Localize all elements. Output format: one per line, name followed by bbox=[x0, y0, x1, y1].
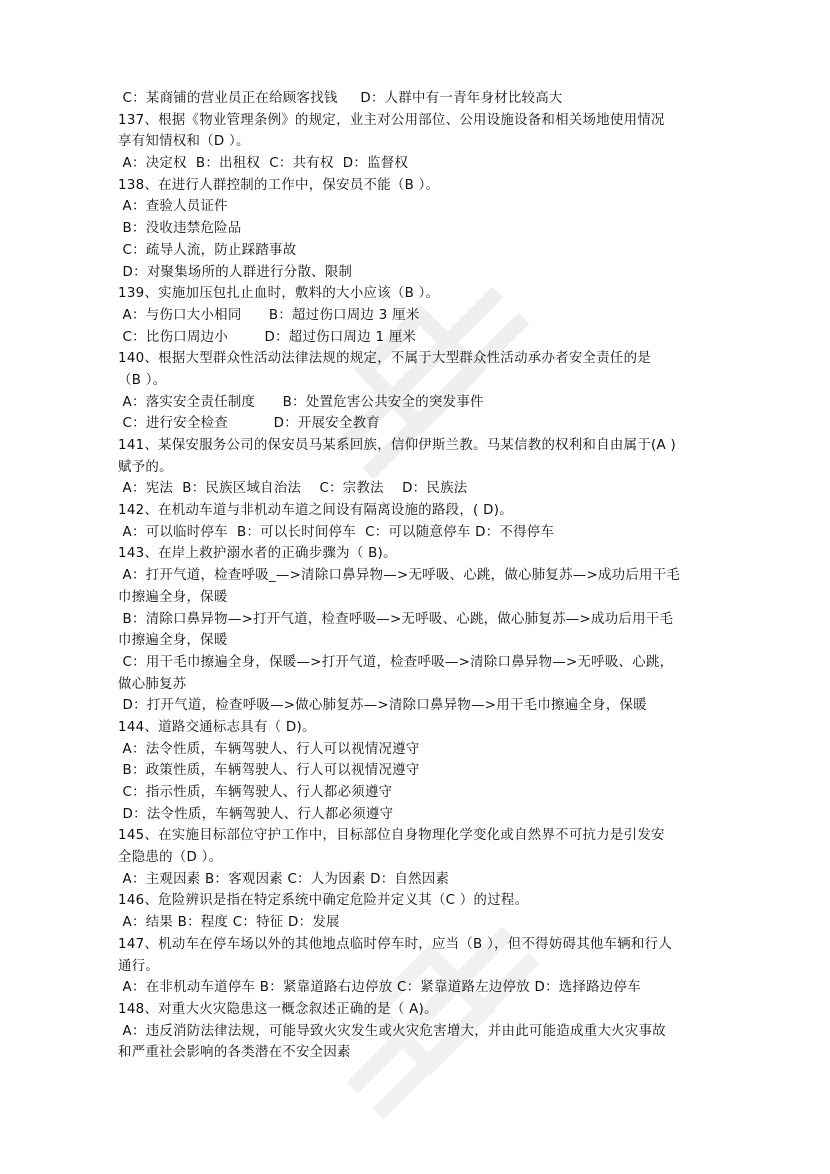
question-text: 赋予的。 bbox=[118, 459, 173, 475]
question-text: 139、实施加压包扎止血时，敷料的大小应该（B ）。 bbox=[118, 286, 440, 302]
answer-option: A：查验人员证件 bbox=[118, 199, 228, 215]
question-text: 142、在机动车道与非机动车道之间设有隔离设施的路段，( D)。 bbox=[118, 503, 513, 519]
question-text: 144、道路交通标志具有（ D)。 bbox=[118, 719, 316, 735]
answer-option: C：疏导人流，防止踩踏事故 bbox=[118, 242, 297, 258]
question-text: 147、机动车在停车场以外的其他地点临时停车时，应当（B ），但不得妨碍其他车辆和行人 bbox=[118, 936, 673, 952]
answer-options: A：主观因素 B：客观因素 C：人为因素 D：自然因素 bbox=[118, 871, 450, 887]
answer-option: B：政策性质，车辆驾驶人、行人可以视情况遵守 bbox=[118, 763, 420, 779]
answer-option: A：违反消防法律法规，可能导致火灾发生或火灾危害增大，并由此可能造成重大火灾事故 bbox=[118, 1023, 666, 1039]
answer-options: A：落实安全责任制度 B：处置危害公共安全的突发事件 bbox=[118, 394, 484, 410]
answer-option: B：没收违禁危险品 bbox=[118, 221, 242, 237]
question-text: 通行。 bbox=[118, 958, 160, 974]
answer-options: A：结果 B：程度 C：特征 D：发展 bbox=[118, 915, 340, 931]
answer-options: A：可以临时停车 B：可以长时间停车 C：可以随意停车 D：不得停车 bbox=[118, 524, 555, 540]
answer-option: 巾擦遍全身，保暖 bbox=[118, 633, 228, 649]
answer-option: C：用干毛巾擦遍全身，保暖—>打开气道，检查呼吸—>清除口鼻异物—>无呼吸、心跳， bbox=[118, 654, 674, 670]
answer-option: B：清除口鼻异物—>打开气道，检查呼吸—>无呼吸、心跳，做心肺复苏—>成功后用干毛 bbox=[118, 611, 674, 627]
answer-option: C：指示性质，车辆驾驶人、行人都必须遵守 bbox=[118, 785, 393, 800]
answer-options: A：与伤口大小相同 B：超过伤口周边 3 厘米 bbox=[118, 307, 420, 323]
document-body bbox=[118, 88, 718, 1064]
question-text: （B ）。 bbox=[118, 372, 167, 388]
answer-options: A：在非机动车道停车 B：紧靠道路右边停放 C：紧靠道路左边停放 D：选择路边停车 bbox=[118, 980, 641, 996]
text-line: C：某商铺的营业员正在给顾客找钱 D：人群中有一青年身材比较高大 bbox=[118, 91, 563, 106]
answer-option: D：对聚集场所的人群进行分散、限制 bbox=[118, 264, 353, 280]
question-text: 143、在岸上救护溺水者的正确步骤为（ B)。 bbox=[118, 546, 397, 562]
answer-option: A：打开气道，检查呼吸_—>清除口鼻异物—>无呼吸、心跳，做心肺复苏—>成功后用干毛 bbox=[118, 568, 681, 584]
answer-options: A：宪法 B：民族区域自治法 C：宗教法 D：民族法 bbox=[118, 481, 468, 497]
answer-option: 和严重社会影响的各类潜在不安全因素 bbox=[118, 1045, 351, 1061]
question-text: 享有知情权和（D ）。 bbox=[118, 134, 250, 150]
question-text: 137、根据《物业管理条例》的规定，业主对公用部位、公用设施设备和相关场地使用情况 bbox=[118, 112, 665, 128]
answer-option: 做心肺复苏 bbox=[118, 676, 187, 692]
question-text: 146、危险辨识是指在特定系统中确定危险并定义其（C ）的过程。 bbox=[118, 893, 529, 909]
question-text: 138、在进行人群控制的工作中，保安员不能（B ）。 bbox=[118, 177, 440, 193]
answer-options: A：决定权 B：出租权 C：共有权 D：监督权 bbox=[118, 156, 409, 172]
question-text: 141、某保安服务公司的保安员马某系回族，信仰伊斯兰教。马某信教的权利和自由属于(A ) bbox=[118, 438, 677, 453]
question-text: 148、对重大火灾隐患这一概念叙述正确的是（ A)。 bbox=[118, 1001, 438, 1017]
answer-option: D：打开气道，检查呼吸—>做心肺复苏—>清除口鼻异物—>用干毛巾擦遍全身，保暖 bbox=[118, 698, 647, 714]
answer-options: C：进行安全检查 D：开展安全教育 bbox=[118, 416, 381, 432]
answer-option: 巾擦遍全身，保暖 bbox=[118, 589, 228, 605]
question-text: 145、在实施目标部位守护工作中，目标部位自身物理化学变化或自然界不可抗力是引发安 bbox=[118, 828, 665, 844]
answer-options: C：比伤口周边小 D：超过伤口周边 1 厘米 bbox=[118, 329, 417, 345]
answer-option: D：法令性质，车辆驾驶人、行人都必须遵守 bbox=[118, 806, 394, 822]
question-text: 全隐患的（D ）。 bbox=[118, 850, 223, 866]
question-text: 140、根据大型群众性活动法律法规的规定，不属于大型群众性活动承办者安全责任的是 bbox=[118, 351, 652, 367]
answer-option: A：法令性质，车辆驾驶人、行人可以视情况遵守 bbox=[118, 741, 420, 757]
